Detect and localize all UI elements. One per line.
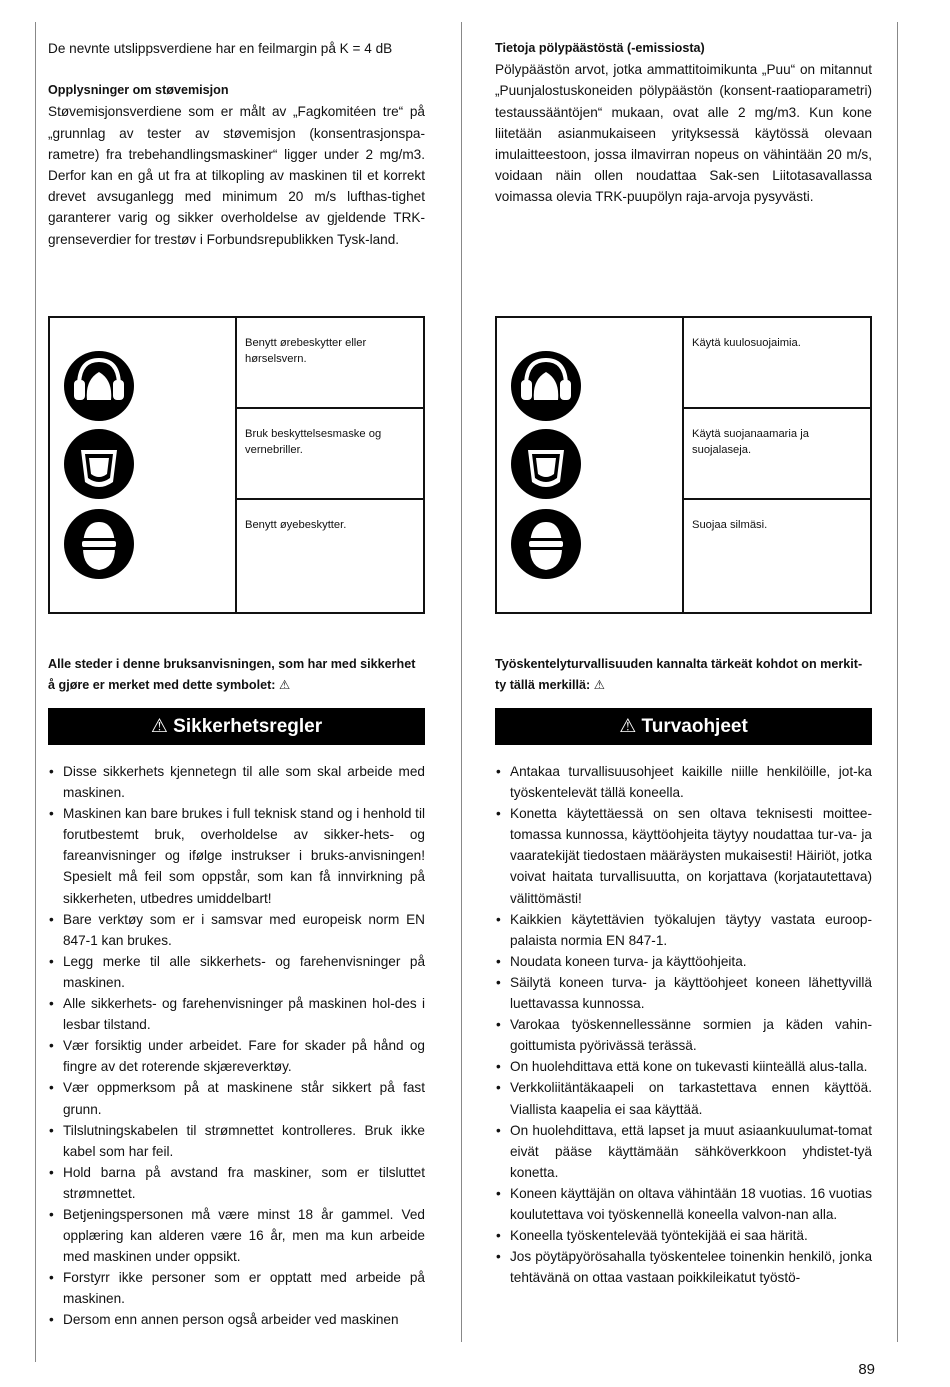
left-margin-rule xyxy=(35,22,36,1362)
list-item: • Säilytä koneen turva- ja käyttöohjeet koneen lähettyvillä luettavassa kunnossa. xyxy=(495,972,872,1014)
eye-protection-icon xyxy=(63,508,135,580)
pictogram-table xyxy=(495,316,872,614)
pictogram-icons xyxy=(50,318,237,612)
list-item: • On huolehdittava, että lapset ja muut asiaankuulumat-tomat eivät pääse käyttämään sähköverkkoon yhdistet-tyä konetta. xyxy=(495,1120,872,1183)
list-item: • Betjeningspersonen må være minst 18 år gammel. Ved opplæring kan alderen være 16 år, men ma kun arbeide med maskinen under oppsikt. xyxy=(48,1204,425,1267)
safety-symbol-note: Työskentelyturvallisuuden kannalta tärkeät kohdot on merkit-ty tällä merkillä: ⚠ xyxy=(495,657,863,692)
list-item: • Verkkoliitäntäkaapeli on tarkastettava ennen käyttöä. Viallista kaapelia ei saa käyttää. xyxy=(495,1077,872,1119)
list-item: • Tilslutningskabelen til strømnettet kontrolleres. Bruk ikke kabel som har feil. xyxy=(48,1120,425,1162)
list-item: • On huolehdittava että kone on tukevasti kiinteällä alus-talla. xyxy=(495,1056,872,1077)
list-item: • Forstyrr ikke personer som er opptatt med arbeide på maskinen. xyxy=(48,1267,425,1309)
pictogram-label: Suojaa silmäsi. xyxy=(692,519,768,531)
right-margin-rule xyxy=(897,22,898,1342)
page-number: 89 xyxy=(858,1361,875,1378)
list-item: • Varokaa työskennellessänne sormien ja käden vahin-goittumista pyörivässä terässä. xyxy=(495,1014,872,1056)
pictogram-label: Käytä suojanaamaria ja suojalaseja. xyxy=(684,409,870,500)
column-divider xyxy=(461,22,462,1342)
dust-paragraph: Pölypäästön arvot, jotka ammattitoimikunta „Puu“ on mitannut „Puunjalostuskoneiden pölypäästön (konsent-raatioparametri) testaussääntöjen“ mukaan, ovat alle 2 mg/m3. Kun kone liitetään asianmukaiseen yrityksessä käytössä olevaan imulaitteestoon, jossa ilmavirran nopeus on vähintään 20 m/s, voidaan näin ollen noudattaa Sak-sen Liitotasavallassa voimassa olevia TRK-puupölyn raja-arvoja pysyvästi. xyxy=(495,62,872,205)
left-column xyxy=(48,38,425,250)
list-item: • Koneella työskentelevää työntekijää ei saa häritä. xyxy=(495,1225,872,1246)
list-item: • Konetta käytettäessä on sen oltava teknisesti moittee-tomassa kunnossa, käyttöohjeita täytyy noudattaa tur-va- ja vaaratekijät tiedostaen määräysten mukaisesti! Häiriöt, jotka voivat haitata turvallisuutta, on korjattava (korjatautettava) välittömästi! xyxy=(495,803,872,908)
emission-tolerance-note: De nevnte utslippsverdiene har en feilmargin på K = 4 dB xyxy=(48,41,393,56)
pictogram-label: Benytt ørebeskytter eller hørselsvern. xyxy=(237,318,423,409)
list-item: • Bare verktøy som er i samsvar med europeisk norm EN 847-1 kan brukes. xyxy=(48,909,425,951)
ear-protection-icon xyxy=(510,350,582,422)
safety-rules-list xyxy=(48,761,425,1331)
list-item: • Noudata koneen turva- ja käyttöohjeita. xyxy=(495,951,872,972)
list-item: • Jos pöytäpyörösahalla työskentelee toinenkin henkilö, jonka tehtävänä on ottaa vastaan poikkileikatut työstö- xyxy=(495,1246,872,1288)
dust-heading: Opplysninger om støvemisjon xyxy=(48,83,229,98)
pictogram-icons xyxy=(497,318,684,612)
list-item: • Koneen käyttäjän on oltava vähintään 18 vuotias. 16 vuotias koulutettava voi työskennellä koneella valvon-nan alla. xyxy=(495,1183,872,1225)
eye-protection-icon xyxy=(510,508,582,580)
list-item: • Maskinen kan bare brukes i full teknisk stand og i henhold til forutbestemt bruk, overholdelse av sikker-hets- og fareanvisninger og ifølge instrukser i bruks-anvisningen! Spesielt må feil som oppstår, som kan få innvirkning på sikkerheten, utbedres umiddelbart! xyxy=(48,803,425,908)
list-item: • Antakaa turvallisuusohjeet kaikille niille henkilöille, jot-ka työskentelevät tällä koneella. xyxy=(495,761,872,803)
dust-heading: Tietoja pölypäästöstä (-emissiosta) xyxy=(495,41,705,55)
list-item: • Kaikkien käytettävien työkalujen täytyy vastata euroop-palaista normia EN 847-1. xyxy=(495,909,872,951)
safety-rules-banner: ⚠ Turvaohjeet xyxy=(495,708,872,745)
right-column xyxy=(495,38,872,208)
list-item: • Hold barna på avstand fra maskiner, som er tilsluttet strømnettet. xyxy=(48,1162,425,1204)
safety-symbol-note: Alle steder i denne bruksanvisningen, som har med sikkerhet å gjøre er merket med dette symbolet: ⚠ xyxy=(48,657,416,692)
face-mask-goggles-icon xyxy=(510,428,582,500)
list-item: • Dersom enn annen person også arbeider ved maskinen xyxy=(48,1309,425,1330)
ear-protection-icon xyxy=(63,350,135,422)
pictogram-label: Bruk beskyttelsesmaske og vernebriller. xyxy=(237,409,423,500)
dust-paragraph: Støvemisjonsverdiene som er målt av „Fagkomitéen tre“ på „grunnlag av tester av støvemisjon (konsentrasjonspa-rametre) fra trebehandlingsmaskiner“ ligger under 2 mg/m3. Derfor kan en gå ut fra at tilkopling av maskinen til et korrekt drevet avsuganlegg med minimum 20 m/s lufthas-tighet garanterer varig og sikker overholdelse av gjeldende TRK-grenseverdier for trestøv i Forbundsrepublikken Tysk-land. xyxy=(48,104,425,247)
pictogram-table xyxy=(48,316,425,614)
list-item: • Legg merke til alle sikkerhets- og farehenvisninger på maskinen. xyxy=(48,951,425,993)
list-item: • Disse sikkerhets kjennetegn til alle som skal arbeide med maskinen. xyxy=(48,761,425,803)
safety-rules-banner: ⚠ Sikkerhetsregler xyxy=(48,708,425,745)
face-mask-goggles-icon xyxy=(63,428,135,500)
pictogram-label: Käytä kuulosuojaimia. xyxy=(684,318,870,409)
pictogram-label: Benytt øyebeskytter. xyxy=(245,519,347,531)
safety-rules-list xyxy=(495,761,872,1288)
list-item: • Alle sikkerhets- og farehenvisninger på maskinen hol-des i lesbar tilstand. xyxy=(48,993,425,1035)
list-item: • Vær oppmerksom på at maskinene står sikkert på fast grunn. xyxy=(48,1077,425,1119)
list-item: • Vær forsiktig under arbeidet. Fare for skader på hånd og fingre av det roterende skjæreverktøy. xyxy=(48,1035,425,1077)
